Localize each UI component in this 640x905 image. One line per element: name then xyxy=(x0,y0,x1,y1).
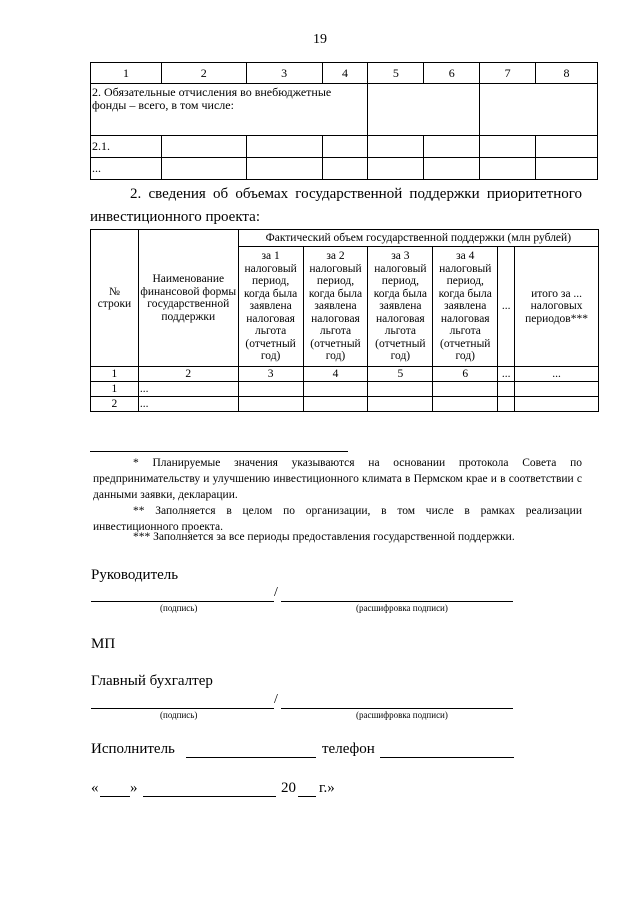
date-open-quote: « xyxy=(91,780,99,796)
head-decode-line[interactable] xyxy=(281,601,513,602)
support-table xyxy=(90,229,599,412)
table1-col-3: 3 xyxy=(246,63,322,84)
stamp-place: МП xyxy=(91,636,116,652)
table1-col-4: 4 xyxy=(322,63,368,84)
ellipsis-header: ... xyxy=(498,247,515,367)
table1-row1-label: 2. Обязательные отчисления во внебюджетные фонды – всего, в том числе: xyxy=(91,84,368,136)
accountant-decode-caption: (расшифровка подписи) xyxy=(356,710,448,720)
footnote-2: ** Заполняется в целом по организации, в том числе в рамках реализации инвестиционного проекта. xyxy=(93,505,582,533)
date-close-quote: » xyxy=(130,780,138,796)
head-decode-caption: (расшифровка подписи) xyxy=(356,603,448,613)
year-prefix: 20 xyxy=(281,780,296,796)
table-continuation xyxy=(90,62,598,180)
col-row-number-header: № строки xyxy=(91,230,139,367)
table1-col-7: 7 xyxy=(480,63,536,84)
executor-line[interactable] xyxy=(186,757,316,758)
section2-heading: 2. сведения об объемах государственной поддержки приоритетного инвестиционного проекта: xyxy=(90,186,582,225)
table-row: 1 ... xyxy=(91,382,599,397)
phone-line[interactable] xyxy=(380,757,514,758)
accountant-label: Главный бухгалтер xyxy=(91,673,213,689)
accountant-sign-line[interactable] xyxy=(91,708,274,709)
accountant-sign-caption: (подпись) xyxy=(160,710,198,720)
phone-label: телефон xyxy=(322,741,375,757)
table-row: 2 ... xyxy=(91,397,599,412)
table1-col-1: 1 xyxy=(91,63,162,84)
footnote-1: * Планируемые значения указываются на основании протокола Совета по предпринимательству и улучшению инвестиционного климата в Пермском крае и в соответствии с данными заявки, декларации. xyxy=(93,457,582,501)
page-number: 19 xyxy=(313,32,327,47)
table1-col-8: 8 xyxy=(536,63,598,84)
head-label: Руководитель xyxy=(91,567,179,583)
period-3-header: за 3 налоговый период, когда была заявлена налоговая льгота (отчетный год) xyxy=(368,247,433,367)
table1-row3-label: ... xyxy=(91,158,162,180)
table-row xyxy=(91,136,598,158)
col-name-header: Наименование финансовой формы государственной поддержки xyxy=(138,230,238,367)
footnote-3: *** Заполняется за все периоды предоставления государственной поддержки. xyxy=(133,531,515,543)
date-month-line[interactable] xyxy=(143,796,276,797)
period-1-header: за 1 налоговый период, когда была заявлена налоговая льгота (отчетный год) xyxy=(238,247,303,367)
year-suffix: г.» xyxy=(319,780,335,796)
table1-col-6: 6 xyxy=(424,63,480,84)
table1-col-2: 2 xyxy=(161,63,246,84)
footnote-separator xyxy=(90,451,348,452)
head-slash: / xyxy=(274,585,278,600)
total-header: итого за ... налоговых периодов*** xyxy=(515,247,599,367)
head-sign-line[interactable] xyxy=(91,601,274,602)
date-year-line[interactable] xyxy=(298,796,316,797)
table-row xyxy=(91,84,598,136)
numbering-row: 1 2 3 4 5 6 ... ... xyxy=(91,367,599,382)
table1-col-5: 5 xyxy=(368,63,424,84)
table-row xyxy=(91,158,598,180)
accountant-slash: / xyxy=(274,692,278,707)
accountant-decode-line[interactable] xyxy=(281,708,513,709)
period-2-header: за 2 налоговый период, когда была заявлена налоговая льгота (отчетный год) xyxy=(303,247,368,367)
table1-row2-label: 2.1. xyxy=(91,136,162,158)
date-day-line[interactable] xyxy=(100,796,130,797)
group-header: Фактический объем государственной поддержки (млн рублей) xyxy=(238,230,598,247)
table1-header-row xyxy=(91,63,598,84)
period-4-header: за 4 налоговый период, когда была заявлена налоговая льгота (отчетный год) xyxy=(433,247,498,367)
executor-label: Исполнитель xyxy=(91,741,175,757)
head-sign-caption: (подпись) xyxy=(160,603,198,613)
